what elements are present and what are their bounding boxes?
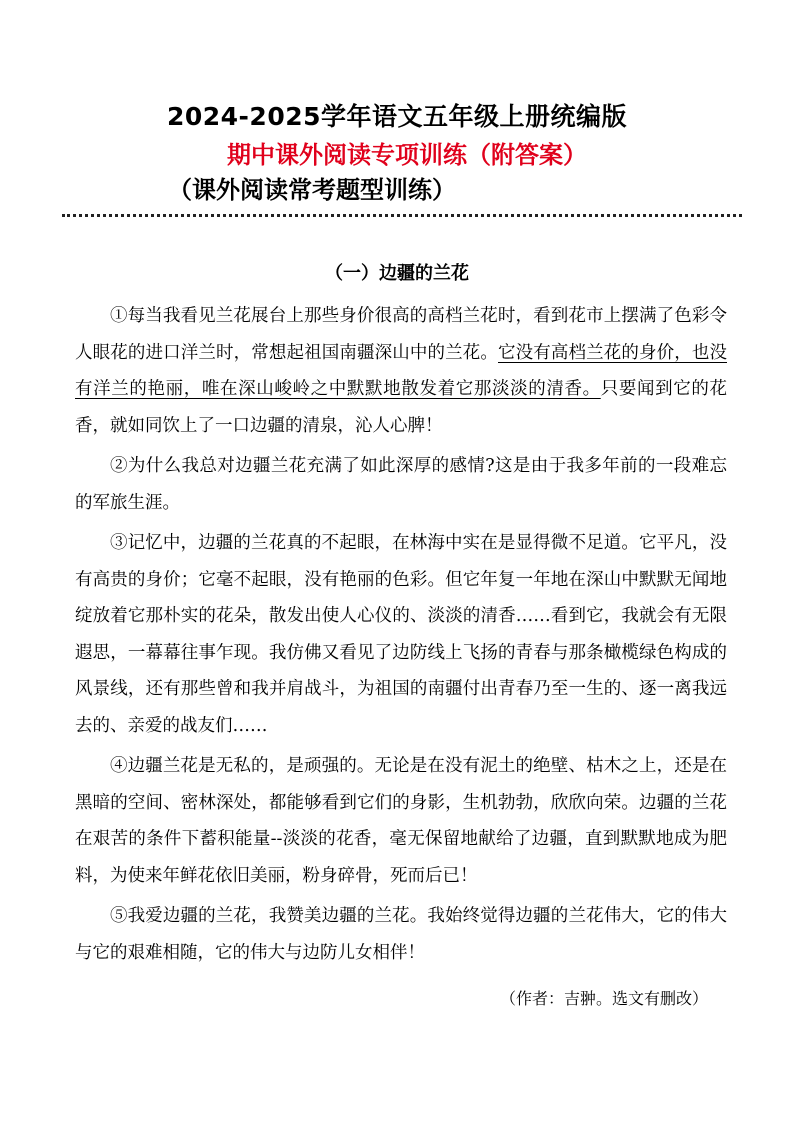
paragraph-1 (75, 298, 727, 444)
paragraph-1-text: ①每当我看见兰花展台上那些身价很高的高档兰花时，看到花市上摆满了色彩令人眼花的进口洋兰时，常想起祖国南疆深山中的兰花。 (75, 306, 727, 363)
paragraph-5: ⑤我爱边疆的兰花，我赞美边疆的兰花。我始终觉得边疆的兰花伟大，它的伟大与它的艰难相随，它的伟大与边防儿女相伴！ (75, 906, 727, 963)
paragraph-2: ②为什么我总对边疆兰花充满了如此深厚的感情?这是由于我多年前的一段难忘的军旅生涯。 (75, 456, 727, 513)
dotted-divider (62, 214, 742, 217)
paragraph-4: ④边疆兰花是无私的，是顽强的。无论是在没有泥土的绝壁、枯木之上，还是在黑暗的空间、密林深处，都能够看到它们的身影，生机勃勃，欣欣向荣。边疆的兰花在艰苦的条件下蓄积能量--淡淡的花香，毫无保留地献给了边疆，直到默默地成为肥料，为使来年鲜花依旧美丽，粉身碎骨，死而后已！ (75, 756, 727, 886)
underlined-sentence: 它没有高档兰花的身价，也没有洋兰的艳丽，唯在深山峻岭之中默默地散发着它那淡淡的清香。 (75, 342, 727, 399)
document-subtitle: 期中课外阅读专项训练（附答案） (227, 141, 587, 169)
document-title: 2024-2025学年语文五年级上册统编版 (166, 102, 628, 131)
reading-passage (75, 298, 727, 975)
paragraph-1-ending: 只要闻到它的花香，就如同饮上了一口边疆的清泉，沁人心脾！ (75, 379, 728, 436)
author-credit: （作者：吉翀。选文有删改） (499, 989, 708, 1008)
section-heading: （一）边疆的兰花 (325, 263, 469, 284)
paragraph-3: ③记忆中，边疆的兰花真的不起眼，在林海中实在是显得微不足道。它平凡，没有高贵的身价；它毫不起眼，没有艳丽的色彩。但它年复一年地在深山中默默无闻地绽放着它那朴实的花朵，散发出使人心仪的、淡淡的清香……看到它，我就会有无限遐思，一幕幕往事乍现。我仿佛又看见了边防线上飞扬的青春与那条橄榄绿色构成的风景线，还有那些曾和我并肩战斗，为祖国的南疆付出青春乃至一生的、逐一离我远去的、亲爱的战友们…… (75, 533, 727, 736)
document-subtitle-note: （课外阅读常考题型训练） (168, 176, 456, 204)
